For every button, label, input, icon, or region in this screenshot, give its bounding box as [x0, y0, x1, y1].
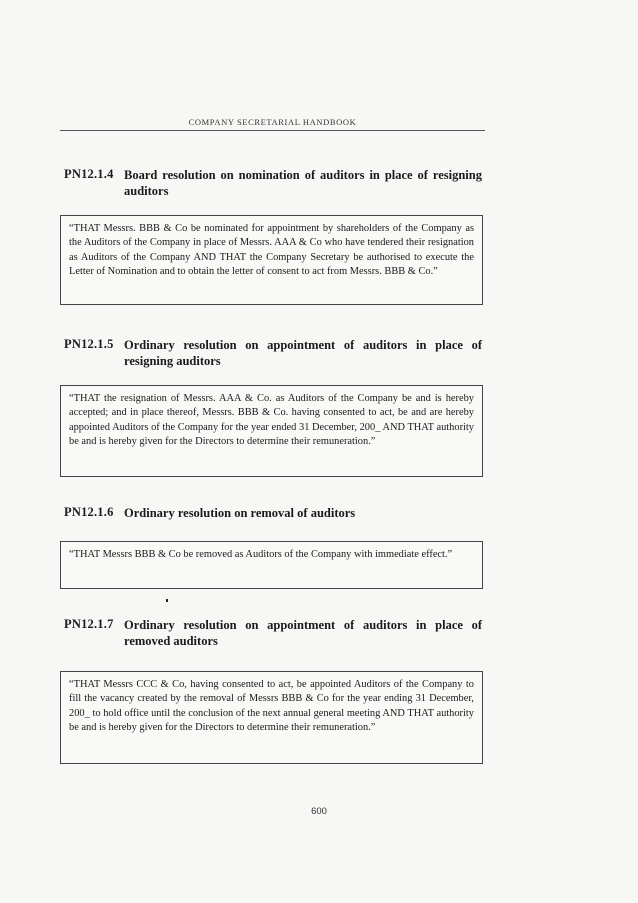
scan-speck: [166, 599, 168, 602]
resolution-text: “THAT Messrs. BBB & Co be nominated for appointment by shareholders of the Company as the Auditors of the Company in place of Messrs. AAA & Co who have tendered their resignation as Auditors of the Company AND THAT the Company Secretary be authorised to execute the Letter of Nomination and to obtain the letter of consent to act from Messrs. BBB & Co.”: [69, 223, 474, 278]
resolution-text-box: [60, 671, 483, 764]
section-heading: [60, 337, 485, 373]
section-number: PN12.1.7: [64, 617, 114, 631]
resolution-text: “THAT Messrs BBB & Co be removed as Auditors of the Company with immediate effect.”: [69, 549, 453, 560]
section-pn12-1-5: [60, 337, 485, 448]
section-title: Board resolution on nomination of auditors in place of resigning auditors: [124, 168, 482, 198]
resolution-text: “THAT the resignation of Messrs. AAA & Co. as Auditors of the Company be and is hereby accepted; and in place thereof, Messrs. BBB & Co. having consented to act, be and are hereby appointed Auditors of the Company for the year ended 31 December, 200_ AND THAT authority be and is hereby given for the Directors to determine their remuneration.”: [69, 393, 474, 448]
running-header: COMPANY SECRETARIAL HANDBOOK: [188, 117, 357, 127]
section-heading: [60, 617, 485, 653]
resolution-text-box: [60, 215, 483, 305]
section-title: Ordinary resolution on appointment of auditors in place of removed auditors: [124, 618, 482, 648]
page-number: 600: [311, 806, 327, 817]
section-number: PN12.1.5: [64, 337, 114, 351]
section-title: Ordinary resolution on appointment of auditors in place of resigning auditors: [124, 338, 482, 368]
resolution-text-box: [60, 541, 483, 589]
section-pn12-1-4: [60, 167, 485, 278]
section-title: Ordinary resolution on removal of auditors: [124, 506, 356, 520]
resolution-text: “THAT Messrs CCC & Co, having consented to act, be appointed Auditors of the Company to fill the vacancy created by the removal of Messrs BBB & Co for the year ending 31 December, 200_ to hold office until the conclusion of the next annual general meeting AND THAT authority be and is hereby given for the Directors to determine their remuneration.”: [69, 679, 474, 734]
section-pn12-1-7: [60, 617, 485, 734]
section-number: PN12.1.6: [64, 505, 114, 519]
section-heading: [60, 505, 485, 541]
section-heading: [60, 167, 485, 203]
section-pn12-1-6: [60, 505, 485, 560]
header-rule: [60, 130, 485, 131]
section-number: PN12.1.4: [64, 167, 114, 181]
resolution-text-box: [60, 385, 483, 477]
